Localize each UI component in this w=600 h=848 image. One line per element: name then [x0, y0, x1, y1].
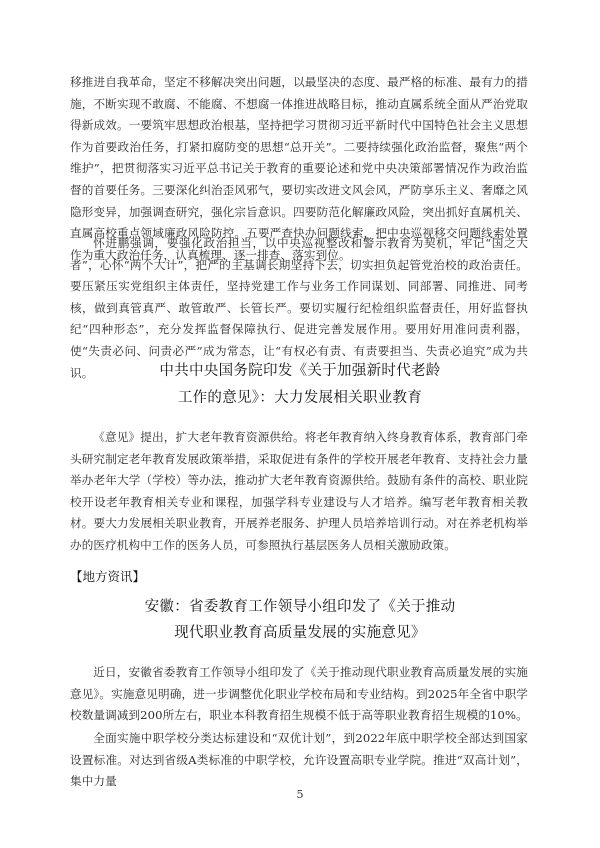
heading-line: 安徽：省委教育工作领导小组印发了《关于推动: [144, 599, 456, 615]
paragraph-anhui-opinion: 近日，安徽省委教育工作领导小组印发了《关于推动现代职业教育高质量发展的实施意见》。实施意见明确，进一步调整优化职业学校布局和专业结构。到2025年全省中职学校数量调减到200所左右，职业本科教育招生规模不低于高等职业教育招生规模的10%。: [70, 665, 528, 723]
paragraph-continuation: 移推进自我革命，坚定不移解决突出问题，以最坚决的态度、最严格的标准、最有力的措施，不断实现不敢腐、不能腐、不想腐一体推进战略目标，推动直属系统全面从严治党取得新成效。一要筑牢思想政治根基，坚持把学习贯彻习近平新时代中国特色社会主义思想作为首要政治任务，打紧扣腐防变的思想“总开关”。二要持续强化政治监督，聚焦“两个维护”，把贯彻落实习近平总书记关于教育的重要论述和党中央决策部署情况作为政治监督的首要任务。三要深化纠治歪风邪气，要切实改进文风会风，严防享乐主义、奢靡之风隐形变异，加强调查研究，强化宗旨意识。四要防范化解廉政风险，突出抓好直属机关、直属高校重点领域廉政风险防控。五要严查快办问题线索，把中央巡视移交问题线索处置作为重大政治任务，认真梳理、逐一排查、落实到位。: [70, 75, 528, 262]
page-number: 5: [296, 788, 304, 801]
heading-line: 现代职业教育高质量发展的实施意见》: [174, 625, 426, 641]
heading-line: 中共中央国务院印发《关于加强新时代老龄: [159, 363, 441, 379]
paragraph-responsibility: 怀进鹏强调，要强化政治担当，以中央巡视整改和警示教育为契机，牢记“国之大者”，心怀“两个大计”，把严的主基调长期坚持下去，切实担负起管党治校的政治责任。要压紧压实党组织主体责任，坚持党建工作与业务工作同谋划、同部署、同推进、同考核，做到真管真严、敢管敢严、长管长严。要切实履行纪检组织监督责任，用好监督执纪“四种形态”，充分发挥监督保障执行、促进完善发展作用。要用好用准问责利器，使“失责必问、问责必严”成为常态，让“有权必有责、有责要担当、失责必追究”成为共识。: [70, 236, 528, 380]
section-tag-local-news: 【地方资讯】: [70, 569, 146, 584]
paragraph-elderly-education: 《意见》提出，扩大老年教育资源供给。将老年教育纳入终身教育体系，教育部门牵头研究制定老年教育发展政策举措，采取促进有条件的学校开展老年教育、支持社会力量举办老年大学（学校）等办法，推动扩大老年教育资源供给。鼓励有条件的高校、职业院校开设老年教育相关专业和课程，加强学科专业建设与人才培养。编写老年教育相关教材。要大力发展相关职业教育，开展养老服务、护理人员培养培训行动。对在养老机构举办的医疗机构中工作的医务人员，可参照执行基层医务人员相关激励政策。: [70, 430, 528, 552]
paragraph-anhui-measures: 全面实施中职学校分类达标建设和“双优计划”，到2022年底中职学校全部达到国家设置标准。对达到省级A类标准的中职学校，允许设置高职专业学院。推进“双高计划”，集中力量: [70, 731, 528, 789]
heading-line: 工作的意见》：大力发展相关职业教育: [177, 390, 423, 406]
